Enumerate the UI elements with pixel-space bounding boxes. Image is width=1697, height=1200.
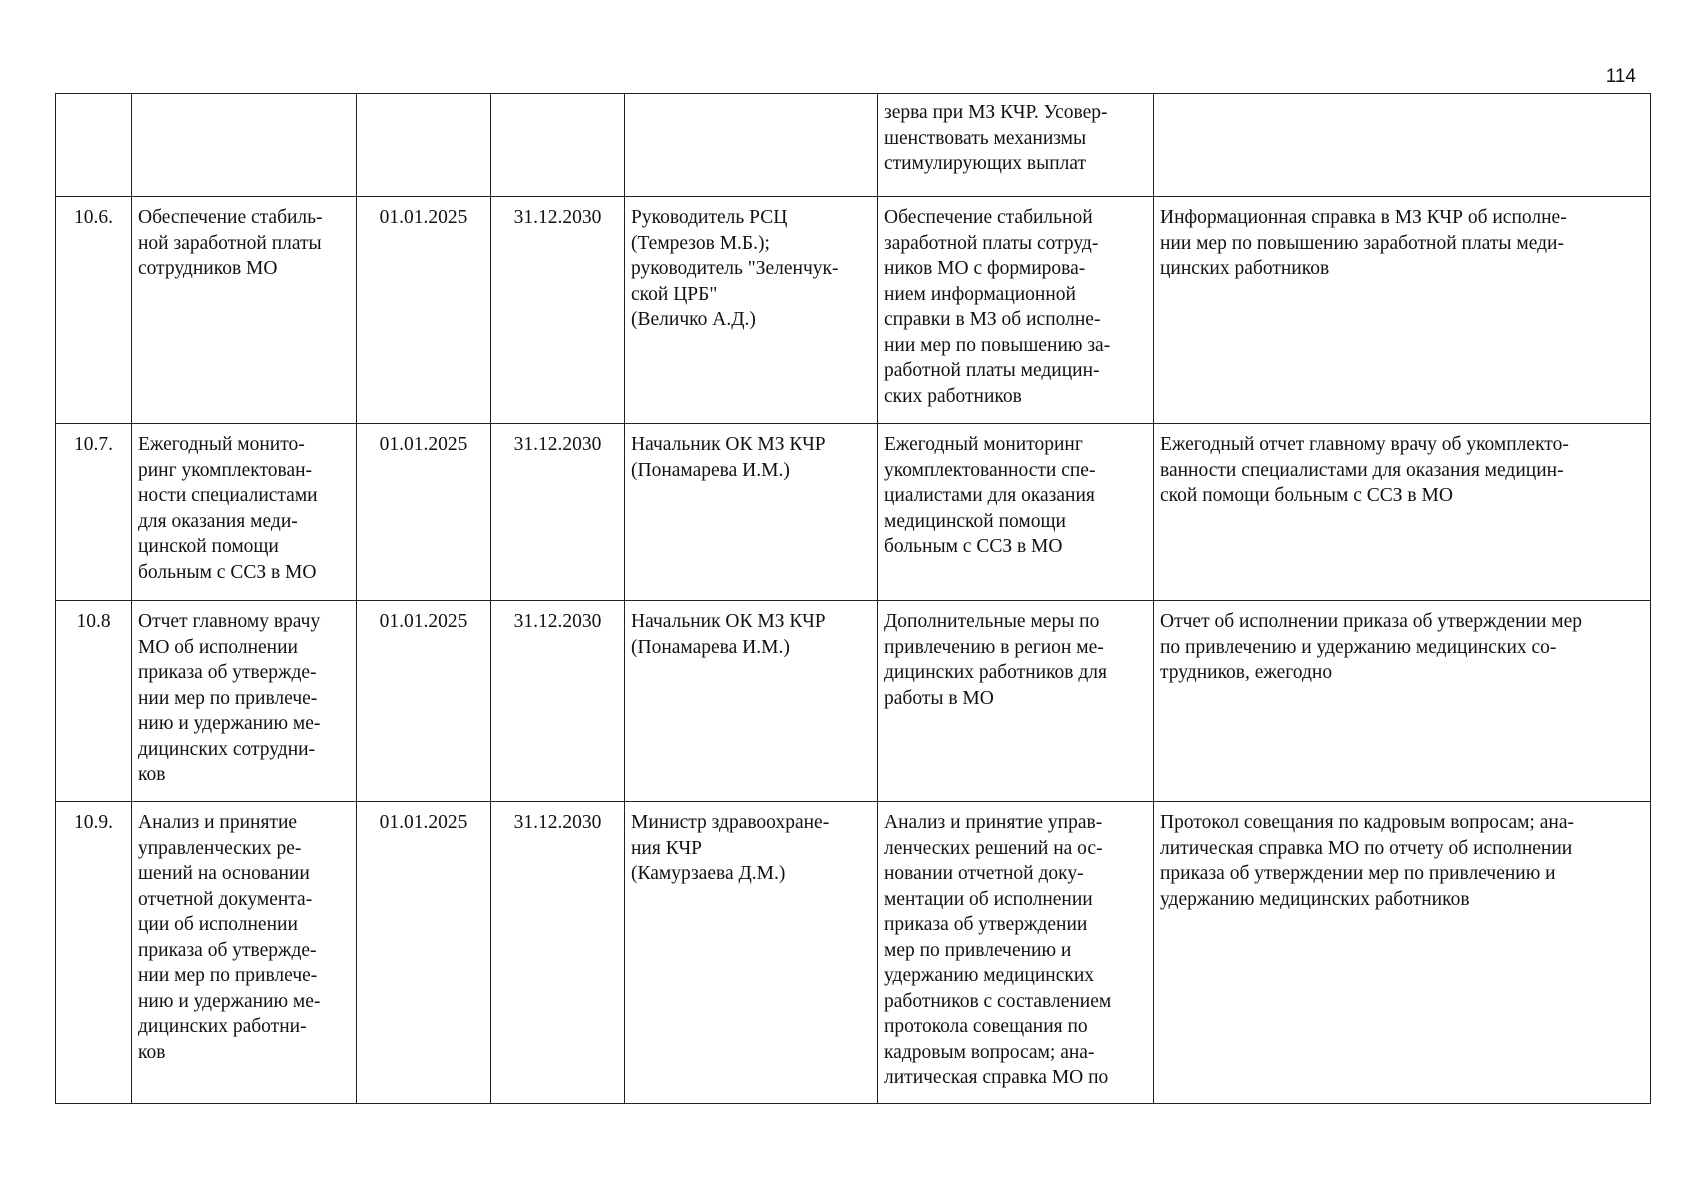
activity-cell — [132, 94, 357, 197]
start-date-cell — [357, 94, 491, 197]
responsible-cell: Руководитель РСЦ (Темрезов М.Б.); руководитель "Зеленчук- ской ЦРБ" (Величко А.Д.) — [625, 197, 878, 424]
activity-cell: Обеспечение стабиль- ной заработной платы сотрудников МО — [132, 197, 357, 424]
activity-cell: Анализ и принятие управленческих ре- шений на основании отчетной документа- ции об исполнении приказа об утвержде- нии мер по привлече- нию и удержанию ме- дицинских работни- ков — [132, 802, 357, 1104]
start-date-cell: 01.01.2025 — [357, 601, 491, 802]
table-row — [56, 601, 1651, 802]
start-date-cell: 01.01.2025 — [357, 197, 491, 424]
result-cell: Обеспечение стабильной заработной платы сотруд- ников МО с формирова- нием информационной справки в МЗ об исполне- нии мер по повышению за- работной платы медицин- ских работников — [878, 197, 1154, 424]
document-cell: Ежегодный отчет главному врачу об укомплекто- ванности специалистами для оказания медицин- ской помощи больным с ССЗ в МО — [1154, 424, 1651, 601]
document-cell: Протокол совещания по кадровым вопросам; ана- литическая справка МО по отчету об исполнении приказа об утверждении мер по привлечению и удержанию медицинских работников — [1154, 802, 1651, 1104]
row-number: 10.7. — [56, 424, 132, 601]
responsible-cell — [625, 94, 878, 197]
row-number: 10.9. — [56, 802, 132, 1104]
end-date-cell: 31.12.2030 — [491, 601, 625, 802]
table-row — [56, 802, 1651, 1104]
document-cell: Отчет об исполнении приказа об утверждении мер по привлечению и удержанию медицинских со- трудников, ежегодно — [1154, 601, 1651, 802]
result-cell: Анализ и принятие управ- ленческих решений на ос- новании отчетной доку- ментации об исполнении приказа об утверждении мер по привлечению и удержанию медицинских работников с составлением протокола совещания по кадровым вопросам; ана- литическая справка МО по — [878, 802, 1154, 1104]
table-row — [56, 197, 1651, 424]
number-cell — [56, 94, 132, 197]
responsible-cell: Министр здравоохране- ния КЧР (Камурзаева Д.М.) — [625, 802, 878, 1104]
end-date-cell: 31.12.2030 — [491, 424, 625, 601]
end-date-cell — [491, 94, 625, 197]
responsible-cell: Начальник ОК МЗ КЧР (Понамарева И.М.) — [625, 424, 878, 601]
result-cell: Ежегодный мониторинг укомплектованности спе- циалистами для оказания медицинской помощи больным с ССЗ в МО — [878, 424, 1154, 601]
activity-cell: Отчет главному врачу МО об исполнении приказа об утвержде- нии мер по привлече- нию и удержанию ме- дицинских сотрудни- ков — [132, 601, 357, 802]
start-date-cell: 01.01.2025 — [357, 802, 491, 1104]
activity-cell: Ежегодный монито- ринг укомплектован- ности специалистами для оказания меди- цинской помощи больным с ССЗ в МО — [132, 424, 357, 601]
end-date-cell: 31.12.2030 — [491, 802, 625, 1104]
document-cell: Информационная справка в МЗ КЧР об исполне- нии мер по повышению заработной платы меди- цинских работников — [1154, 197, 1651, 424]
table-row — [56, 424, 1651, 601]
end-date-cell: 31.12.2030 — [491, 197, 625, 424]
row-number: 10.6. — [56, 197, 132, 424]
page-number: 114 — [1605, 66, 1636, 87]
start-date-cell: 01.01.2025 — [357, 424, 491, 601]
document-cell — [1154, 94, 1651, 197]
row-number: 10.8 — [56, 601, 132, 802]
result-cell: Дополнительные меры по привлечению в регион ме- дицинских работников для работы в МО — [878, 601, 1154, 802]
measures-table — [55, 93, 1651, 1104]
responsible-cell: Начальник ОК МЗ КЧР (Понамарева И.М.) — [625, 601, 878, 802]
table-row-continuation — [56, 94, 1651, 197]
result-cell: зерва при МЗ КЧР. Усовер- шенствовать механизмы стимулирующих выплат — [878, 94, 1154, 197]
